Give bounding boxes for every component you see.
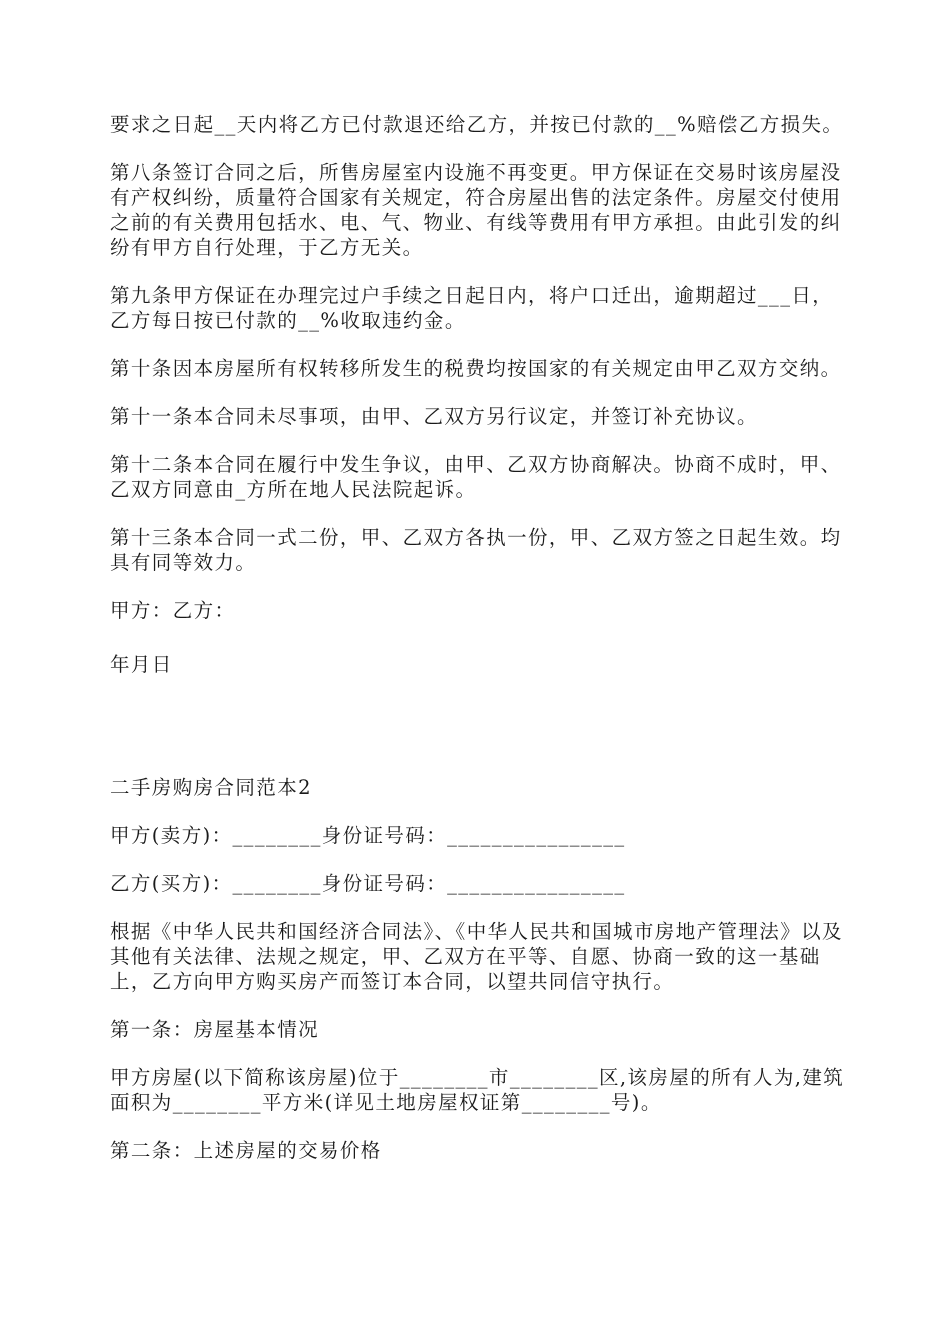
paragraph-refund-clause: 要求之日起__天内将乙方已付款退还给乙方，并按已付款的__%赔偿乙方损失。 xyxy=(110,113,844,136)
paragraph-article-10: 第十条因本房屋所有权转移所发生的税费均按国家的有关规定由甲乙双方交纳。 xyxy=(110,357,842,380)
contract-title: 二手房购房合同范本2 xyxy=(110,776,312,799)
paragraph-article-8: 第八条签订合同之后，所售房屋室内设施不再变更。甲方保证在交易时该房屋没有产权纠纷，质量符合国家有关规定，符合房屋出售的法定条件。房屋交付使用之前的有关费用包括水、电、气、物业、有线等费用有甲方承担。由此引发的纠纷有甲方自行处理，于乙方无关。 xyxy=(110,161,842,259)
signature-line: 甲方：乙方： xyxy=(110,599,236,622)
date-line: 年月日 xyxy=(110,653,173,676)
article-2-heading: 第二条：上述房屋的交易价格 xyxy=(110,1139,382,1162)
paragraph-article-13: 第十三条本合同一式二份，甲、乙双方各执一份，甲、乙双方签之日起生效。均具有同等效力。 xyxy=(110,526,842,574)
section-gap xyxy=(110,677,845,775)
article-1-heading: 第一条：房屋基本情况 xyxy=(110,1018,320,1041)
paragraph-article-9: 第九条甲方保证在办理完过户手续之日起日内，将户口迁出，逾期超过___日，乙方每日按已付款的__%收取违约金。 xyxy=(110,284,834,332)
paragraph-article-1-body: 甲方房屋(以下简称该房屋)位于________市________区,该房屋的所有人为,建筑面积为________平方米(详见土地房屋权证第________号)。 xyxy=(110,1066,845,1114)
party-b-line: 乙方(买方)：________身份证号码：________________ xyxy=(110,872,626,895)
document-page xyxy=(110,112,845,1186)
party-a-line: 甲方(卖方)：________身份证号码：________________ xyxy=(110,824,626,847)
paragraph-preamble: 根据《中华人民共和国经济合同法》、《中华人民共和国城市房地产管理法》以及其他有关法律、法规之规定，甲、乙双方在平等、自愿、协商一致的这一基础上，乙方向甲方购买房产而签订本合同，以望共同信守执行。 xyxy=(110,920,843,993)
paragraph-article-11: 第十一条本合同未尽事项，由甲、乙双方另行议定，并签订补充协议。 xyxy=(110,405,758,428)
paragraph-article-12: 第十二条本合同在履行中发生争议，由甲、乙双方协商解决。协商不成时，甲、乙双方同意由_方所在地人民法院起诉。 xyxy=(110,453,842,501)
